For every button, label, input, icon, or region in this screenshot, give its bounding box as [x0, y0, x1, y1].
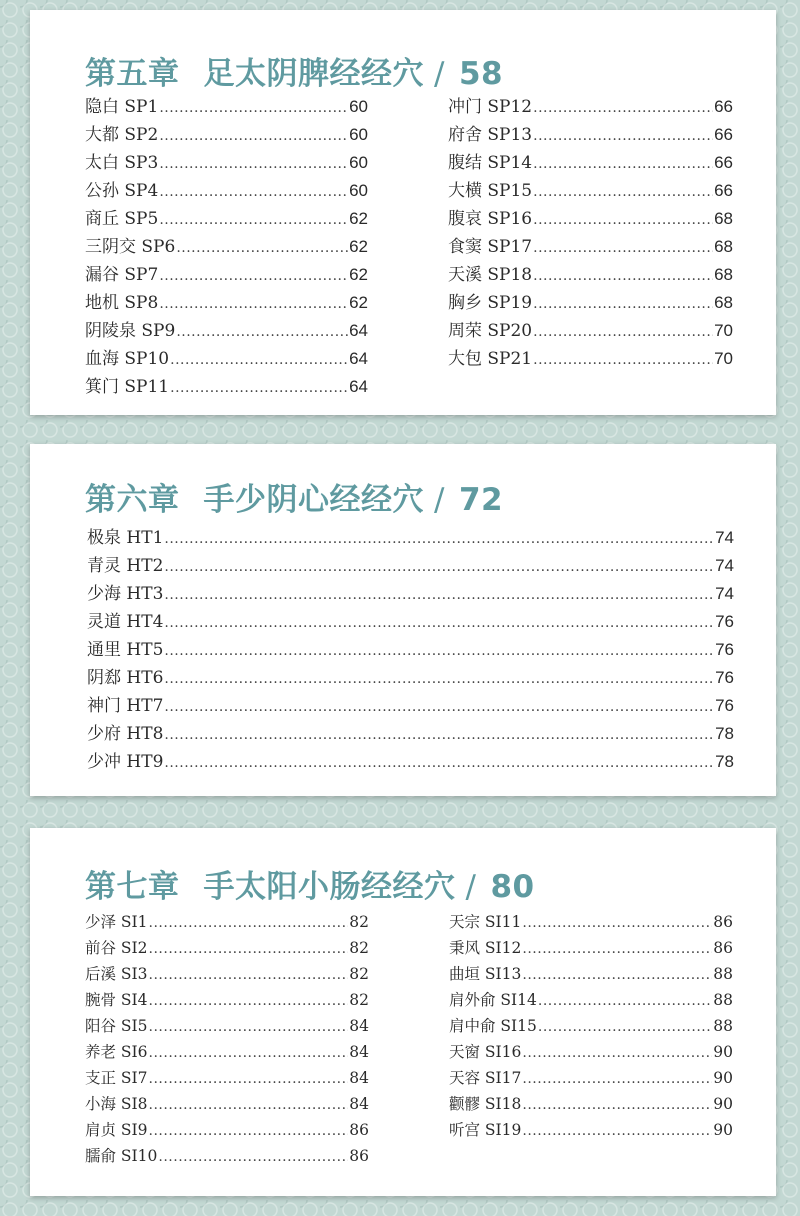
entry-name: 漏谷 SP7	[85, 265, 159, 285]
entry-page: 78	[715, 724, 734, 743]
entry-page: 74	[715, 528, 734, 547]
entry-name: 小海 SI8	[85, 1095, 148, 1113]
toc-entry[interactable]	[85, 935, 369, 961]
entry-page: 76	[715, 668, 734, 687]
toc-entry[interactable]	[448, 177, 733, 205]
chapter-5-card	[30, 10, 776, 415]
toc-entry[interactable]	[449, 1013, 733, 1039]
dot-leader	[149, 936, 349, 962]
entry-page: 82	[349, 939, 369, 957]
dot-leader	[522, 962, 712, 988]
dot-leader	[176, 318, 348, 346]
chapter-start-page: 80	[490, 869, 535, 905]
entry-name: 隐白 SP1	[85, 97, 159, 117]
entry-page: 66	[714, 181, 733, 200]
dot-leader	[164, 553, 714, 581]
entry-page: 66	[714, 125, 733, 144]
entry-name: 臑俞 SI10	[85, 1147, 158, 1165]
entry-name: 阴陵泉 SP9	[85, 321, 176, 341]
dot-leader	[533, 94, 713, 122]
dot-leader	[533, 150, 713, 178]
toc-entry[interactable]	[87, 748, 734, 776]
entry-name: 箕门 SP11	[85, 377, 170, 397]
entry-name: 天容 SI17	[449, 1069, 522, 1087]
entry-name: 颧髎 SI18	[449, 1095, 522, 1113]
chapter-5-left-column	[85, 93, 368, 401]
title-separator: /	[465, 869, 477, 905]
dot-leader	[533, 318, 713, 346]
entry-name: 府舍 SP13	[448, 125, 533, 145]
entry-page: 86	[349, 1147, 369, 1165]
toc-entry[interactable]	[85, 177, 368, 205]
toc-entry[interactable]	[85, 93, 368, 121]
chapter-name: 手太阳小肠经经穴	[203, 869, 456, 905]
entry-name: 前谷 SI2	[85, 939, 148, 957]
chapter-start-page: 72	[458, 482, 504, 518]
toc-entry[interactable]	[449, 961, 733, 987]
dot-leader	[164, 637, 714, 665]
dot-leader	[522, 1066, 712, 1092]
toc-entry[interactable]	[448, 121, 733, 149]
entry-page: 68	[714, 293, 733, 312]
entry-name: 太白 SP3	[85, 153, 159, 173]
toc-entry[interactable]	[85, 1065, 369, 1091]
entry-page: 68	[714, 209, 733, 228]
dot-leader	[164, 693, 714, 721]
toc-entry[interactable]	[85, 261, 368, 289]
dot-leader	[149, 1014, 349, 1040]
dot-leader	[149, 1040, 349, 1066]
entry-name: 冲门 SP12	[448, 97, 533, 117]
dot-leader	[164, 721, 714, 749]
entry-page: 76	[715, 696, 734, 715]
entry-page: 88	[713, 1017, 733, 1035]
toc-entry[interactable]	[85, 205, 368, 233]
entry-name: 曲垣 SI13	[449, 965, 522, 983]
toc-entry[interactable]	[85, 345, 368, 373]
dot-leader	[176, 234, 348, 262]
entry-name: 商丘 SP5	[85, 209, 159, 229]
entry-name: 通里 HT5	[87, 640, 164, 660]
toc-entry[interactable]	[85, 1039, 369, 1065]
dot-leader	[149, 910, 349, 936]
dot-leader	[159, 290, 348, 318]
toc-entry[interactable]	[448, 317, 733, 345]
entry-page: 62	[349, 293, 368, 312]
entry-page: 62	[349, 209, 368, 228]
toc-entry[interactable]	[448, 205, 733, 233]
entry-name: 灵道 HT4	[87, 612, 164, 632]
entry-name: 少海 HT3	[87, 584, 164, 604]
dot-leader	[170, 374, 348, 402]
toc-entry[interactable]	[85, 909, 369, 935]
dot-leader	[522, 936, 712, 962]
entry-page: 90	[713, 1121, 733, 1139]
toc-entry[interactable]	[87, 664, 734, 692]
toc-entry[interactable]	[87, 608, 734, 636]
toc-entry[interactable]	[87, 524, 734, 552]
entry-page: 90	[713, 1043, 733, 1061]
entry-page: 60	[349, 153, 368, 172]
dot-leader	[522, 1118, 712, 1144]
toc-entry[interactable]	[85, 1117, 369, 1143]
entry-page: 66	[714, 97, 733, 116]
entry-name: 三阴交 SP6	[85, 237, 176, 257]
dot-leader	[533, 234, 713, 262]
chapter-7-card	[30, 828, 776, 1196]
chapter-5-right-column	[448, 93, 733, 373]
dot-leader	[164, 581, 714, 609]
entry-page: 86	[713, 939, 733, 957]
entry-name: 天宗 SI11	[449, 913, 522, 931]
entry-page: 62	[349, 265, 368, 284]
entry-page: 70	[714, 321, 733, 340]
entry-name: 腹哀 SP16	[448, 209, 533, 229]
entry-page: 62	[349, 237, 368, 256]
entry-page: 60	[349, 125, 368, 144]
toc-entry[interactable]	[85, 987, 369, 1013]
entry-page: 64	[349, 349, 368, 368]
toc-entry[interactable]	[448, 261, 733, 289]
entry-name: 养老 SI6	[85, 1043, 148, 1061]
dot-leader	[159, 94, 348, 122]
title-separator: /	[434, 482, 445, 518]
entry-name: 青灵 HT2	[87, 556, 164, 576]
dot-leader	[149, 962, 349, 988]
toc-entry[interactable]	[85, 373, 368, 401]
entry-page: 82	[349, 965, 369, 983]
dot-leader	[164, 749, 714, 777]
entry-page: 68	[714, 265, 733, 284]
toc-entry[interactable]	[449, 1039, 733, 1065]
toc-entry[interactable]	[449, 1117, 733, 1143]
chapter-6-title	[85, 474, 503, 519]
dot-leader	[522, 1092, 712, 1118]
toc-entry[interactable]	[85, 961, 369, 987]
dot-leader	[149, 1066, 349, 1092]
toc-entry[interactable]	[87, 692, 734, 720]
entry-page: 64	[349, 377, 368, 396]
entry-name: 阳谷 SI5	[85, 1017, 148, 1035]
entry-page: 76	[715, 640, 734, 659]
dot-leader	[158, 1144, 348, 1170]
entry-page: 90	[713, 1095, 733, 1113]
entry-page: 66	[714, 153, 733, 172]
entry-name: 秉风 SI12	[449, 939, 522, 957]
entry-name: 少冲 HT9	[87, 752, 164, 772]
entry-name: 胸乡 SP19	[448, 293, 533, 313]
toc-entry[interactable]	[449, 1065, 733, 1091]
dot-leader	[164, 525, 714, 553]
entry-page: 82	[349, 991, 369, 1009]
toc-entry[interactable]	[85, 289, 368, 317]
dot-leader	[159, 150, 348, 178]
dot-leader	[159, 206, 348, 234]
entry-page: 60	[349, 97, 368, 116]
entry-name: 后溪 SI3	[85, 965, 148, 983]
dot-leader	[538, 1014, 712, 1040]
dot-leader	[159, 122, 348, 150]
entry-page: 90	[713, 1069, 733, 1087]
entry-page: 70	[714, 349, 733, 368]
toc-entry[interactable]	[87, 636, 734, 664]
entry-name: 天溪 SP18	[448, 265, 533, 285]
toc-entry[interactable]	[85, 1013, 369, 1039]
chapter-7-left-column	[85, 909, 369, 1169]
entry-name: 听宫 SI19	[449, 1121, 522, 1139]
chapter-name: 足太阴脾经经穴	[203, 56, 424, 92]
entry-name: 支正 SI7	[85, 1069, 148, 1087]
chapter-number: 第五章	[85, 56, 180, 92]
dot-leader	[149, 1118, 349, 1144]
entry-page: 84	[349, 1095, 369, 1113]
entry-name: 大都 SP2	[85, 125, 159, 145]
toc-entry[interactable]	[448, 345, 733, 373]
toc-entry[interactable]	[87, 580, 734, 608]
entry-page: 78	[715, 752, 734, 771]
dot-leader	[533, 262, 713, 290]
dot-leader	[149, 988, 349, 1014]
dot-leader	[533, 206, 713, 234]
toc-entry[interactable]	[85, 1143, 369, 1169]
entry-name: 少府 HT8	[87, 724, 164, 744]
title-separator: /	[434, 56, 445, 92]
entry-name: 肩中俞 SI15	[449, 1017, 537, 1035]
entry-name: 阴郄 HT6	[87, 668, 164, 688]
entry-name: 地机 SP8	[85, 293, 159, 313]
chapter-start-page: 58	[458, 56, 504, 92]
entry-name: 肩外俞 SI14	[449, 991, 537, 1009]
chapter-7-right-column	[449, 909, 733, 1143]
toc-entry[interactable]	[85, 233, 368, 261]
dot-leader	[533, 178, 713, 206]
dot-leader	[149, 1092, 349, 1118]
entry-page: 86	[349, 1121, 369, 1139]
dot-leader	[522, 1040, 712, 1066]
entry-name: 公孙 SP4	[85, 181, 159, 201]
chapter-5-title	[85, 48, 503, 93]
entry-page: 88	[713, 991, 733, 1009]
entry-name: 大包 SP21	[448, 349, 533, 369]
dot-leader	[538, 988, 712, 1014]
dot-leader	[533, 122, 713, 150]
toc-entry[interactable]	[448, 149, 733, 177]
toc-entry[interactable]	[87, 552, 734, 580]
toc-entry[interactable]	[449, 987, 733, 1013]
entry-page: 64	[349, 321, 368, 340]
chapter-6-column	[87, 524, 734, 776]
chapter-number: 第六章	[85, 482, 180, 518]
toc-entry[interactable]	[85, 1091, 369, 1117]
entry-page: 68	[714, 237, 733, 256]
dot-leader	[522, 910, 712, 936]
dot-leader	[533, 290, 713, 318]
toc-entry[interactable]	[449, 1091, 733, 1117]
entry-name: 周荣 SP20	[448, 321, 533, 341]
toc-entry[interactable]	[448, 233, 733, 261]
toc-entry[interactable]	[87, 720, 734, 748]
dot-leader	[170, 346, 348, 374]
entry-page: 86	[713, 913, 733, 931]
entry-name: 极泉 HT1	[87, 528, 164, 548]
entry-name: 食窦 SP17	[448, 237, 533, 257]
entry-name: 神门 HT7	[87, 696, 164, 716]
entry-name: 大横 SP15	[448, 181, 533, 201]
entry-page: 76	[715, 612, 734, 631]
entry-page: 84	[349, 1069, 369, 1087]
dot-leader	[164, 609, 714, 637]
chapter-number: 第七章	[85, 869, 180, 905]
chapter-7-title	[85, 861, 535, 906]
dot-leader	[533, 346, 713, 374]
toc-entry[interactable]	[85, 317, 368, 345]
dot-leader	[164, 665, 714, 693]
toc-entry[interactable]	[85, 121, 368, 149]
entry-page: 60	[349, 181, 368, 200]
entry-page: 82	[349, 913, 369, 931]
chapter-6-card	[30, 444, 776, 796]
dot-leader	[159, 262, 348, 290]
entry-name: 天窗 SI16	[449, 1043, 522, 1061]
toc-entry[interactable]	[448, 93, 733, 121]
entry-name: 腹结 SP14	[448, 153, 533, 173]
entry-page: 84	[349, 1017, 369, 1035]
entry-page: 84	[349, 1043, 369, 1061]
toc-entry[interactable]	[85, 149, 368, 177]
entry-name: 血海 SP10	[85, 349, 170, 369]
entry-page: 74	[715, 584, 734, 603]
toc-entry[interactable]	[449, 935, 733, 961]
entry-name: 肩贞 SI9	[85, 1121, 148, 1139]
chapter-name: 手少阴心经经穴	[203, 482, 424, 518]
toc-entry[interactable]	[448, 289, 733, 317]
entry-name: 腕骨 SI4	[85, 991, 148, 1009]
dot-leader	[159, 178, 348, 206]
toc-entry[interactable]	[449, 909, 733, 935]
entry-page: 88	[713, 965, 733, 983]
entry-name: 少泽 SI1	[85, 913, 148, 931]
entry-page: 74	[715, 556, 734, 575]
